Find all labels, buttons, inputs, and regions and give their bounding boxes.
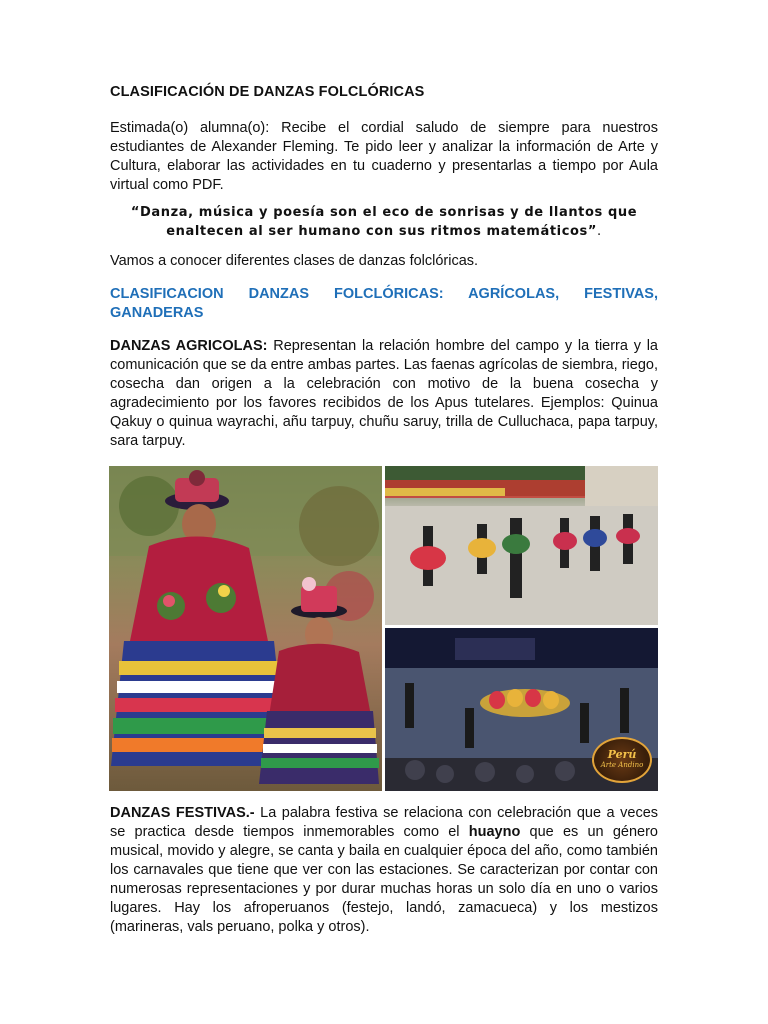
agricolas-label: DANZAS AGRICOLAS: (110, 338, 268, 354)
document-title: CLASIFICACIÓN DE DANZAS FOLCLÓRICAS (110, 84, 425, 100)
quote (110, 203, 658, 241)
quote-line-1: “Danza, música y poesía son el eco de sonrisas y de llantos que (130, 205, 638, 220)
photo-plaza-dance-illustration (385, 466, 658, 625)
intro-sentence: Vamos a conocer diferentes clases de danzas folclóricas. (110, 253, 479, 269)
quote-line-2 (110, 222, 658, 241)
festivas-label: DANZAS FESTIVAS.- (110, 805, 255, 821)
photo-plaza-dance (385, 466, 658, 625)
watermark-line-1: Perú (607, 748, 637, 761)
festivas-text-a: La palabra festiva se relaciona con celebración que a veces se practica desde tiempos inmemorables como el (110, 805, 659, 840)
intro-paragraph: Estimada(o) alumna(o): Recibe el cordial saludo de siempre para nuestros estudiantes de Alexander Fleming. Te pido leer y analizar la información de Arte y Cultura, elaborar las actividades en tu cuaderno y presentarlas a tiempo por Aula virtual como PDF. (110, 120, 658, 193)
section-heading: CLASIFICACION DANZAS FOLCLÓRICAS: AGRÍCOLAS, FESTIVAS, GANADERAS (110, 286, 658, 321)
quote-line-2-text: enaltecen al ser humano con sus ritmos matemáticos” (166, 224, 598, 239)
watermark-logo (592, 737, 652, 783)
photo-collage (109, 466, 658, 791)
watermark-line-2: Arte Andino (600, 761, 644, 769)
festivas-bold-word: huayno (468, 824, 521, 840)
photo-traditional-dancers (109, 466, 382, 791)
quote-end: . (597, 224, 602, 239)
agricolas-text: Representan la relación hombre del campo y la tierra y la comunicación que se da entre ambas partes. Las faenas agrícolas de siembra, riego, cosecha dan origen a la celebración con motivo de la buena cosecha y agradecimiento por los favores recibidos de los Apus tutelares. Ejemplos: Quinua Qakuy o quinua wayrachi, añu tarpuy, chuñu saruy, trilla de Culluchaca, papa tarpuy, sara tarpuy. (110, 338, 658, 449)
agricolas-paragraph (110, 337, 658, 451)
festivas-text-b: que es un género musical, movido y alegre, se canta y baila en cualquier época del año, como también los carnavales que tiene que ver con las estaciones. Se caracterizan por contar con numerosas representaciones y por durar muchas horas un solo día en uno o varios lugares. Hay los afroperuanos (festejo, landó, zamacueca) y los mestizos (marineras, vals peruano, polka y otros). (110, 824, 658, 935)
photo-stage-performance (385, 628, 658, 791)
photo-traditional-dancers-illustration (109, 466, 382, 791)
festivas-paragraph (110, 804, 658, 937)
